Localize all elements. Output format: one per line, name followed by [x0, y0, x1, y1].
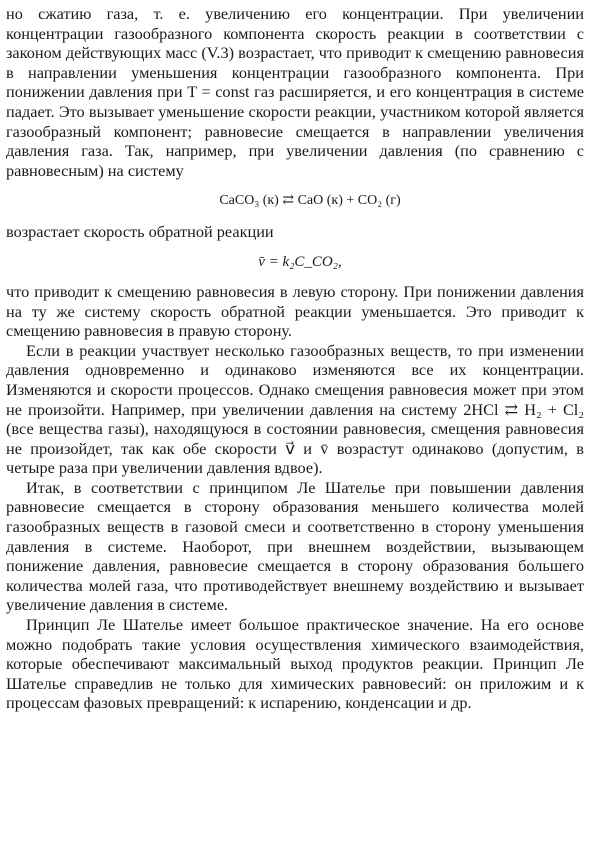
document-page — [6, 4, 584, 713]
paragraph-3: что приводит к смещению равновесия в левую сторону. При понижении давления на ту же систему скорость обратной реакции уменьшается. Это приводит к смещению равновесия в правую сторону. — [6, 281, 584, 341]
paragraph-2: возрастает скорость обратной реакции — [6, 222, 274, 242]
equation-rate: v̄ = k₂C_CO₂, — [258, 253, 342, 270]
paragraph-4: Если в реакции участвует несколько газообразных веществ, то при изменении давления одновременно и одинаково изменяются все их концентрации. Изменяются и скорости процессов. Однако смещения равновесия может при этом не произойти. Например, при увеличении давления на систему 2HCl ⇄ H₂ + Cl₂ (все вещества газы), находящуюся в состоянии равновесия, смещения равновесия не произойдет, так как обе скорости v⃗ и v̄ возрастут одинаково (допустим, в четыре раза при увеличении давления вдвое). — [6, 340, 584, 478]
paragraph-5: Итак, в соответствии с принципом Ле Шателье при повышении давления равновесие смещается в сторону образования меньшего количества молей газообразных веществ в газовой смеси и соответственно в сторону уменьшения давления в системе. Наоборот, при внешнем воздействии, вызывающем понижение давления, равновесие смещается в сторону образования большего количества молей газа, что противодействует внешнему воздействию и вызывает увеличение давления в системе. — [6, 477, 584, 615]
paragraph-1: но сжатию газа, т. е. увеличению его концентрации. При увеличении концентрации газообразного компонента скорость реакции в соответствии с законом действующих масс (V.3) возрастает, что приводит к смещению равновесия в направлении уменьшения концентрации газообразного компонента. При понижении давления при T = const газ расширяется, и его концентрация в системе падает. Это вызывает уменьшение скорости реакции, участником которой является газообразный компонент; равновесие смещается в направлении увеличения давления газа. Так, например, при увеличении давления (по сравнению с равновесным) на систему — [6, 4, 584, 180]
equation-caco3: CaCO₃ (к) ⇄ CaO (к) + CO₂ (г) — [219, 193, 401, 209]
paragraph-6: Принцип Ле Шателье имеет большое практическое значение. На его основе можно подобрать такие условия осуществления химического взаимодействия, которые обеспечивают максимальный выход продуктов реакции. Принцип Ле Шателье справедлив не только для химических равновесий: он приложим и к процессам фазовых превращений: к испарению, конденсации и др. — [6, 615, 584, 713]
